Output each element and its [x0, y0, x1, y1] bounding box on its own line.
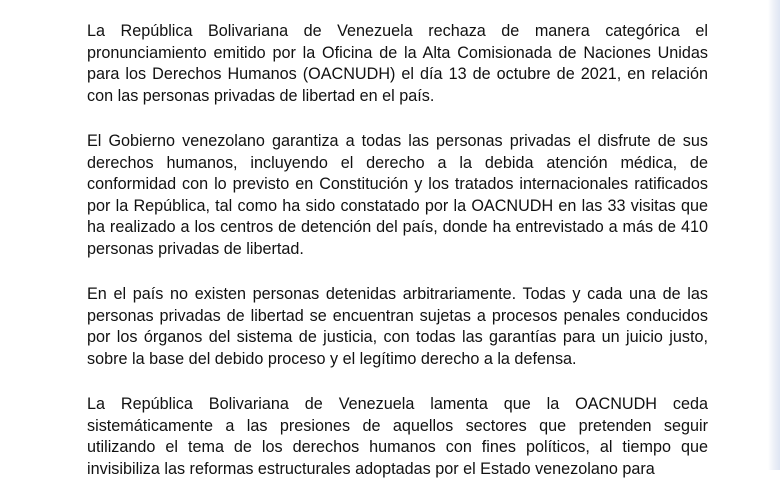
- paragraph-3: En el país no existen personas detenidas arbitrariamente. Todas y cada una de las personas privadas de libertad se encuentran sujetas a procesos penales conducidos por los órganos del sistema de justicia, con todas las garantías para un juicio justo, sobre la base del debido proceso y el legítimo derecho a la defensa.: [87, 285, 708, 368]
- page-edge-shadow: [768, 0, 780, 470]
- paragraph-1: La República Bolivariana de Venezuela rechaza de manera categórica el pronunciamiento emitido por la Oficina de la Alta Comisionada de Naciones Unidas para los Derechos Humanos (OACNUDH) el día 13 de octubre de 2021, en relación con las personas privadas de libertad en el país.: [87, 22, 708, 105]
- paragraph-4: La República Bolivariana de Venezuela lamenta que la OACNUDH ceda sistemáticamente a las presiones de aquellos sectores que pretenden seguir utilizando el tema de los derechos humanos con fines políticos, al tiempo que invisibiliza las reformas estructurales adoptadas por el Estado venezolano para: [87, 395, 708, 478]
- statement-body: [87, 21, 708, 504]
- paragraph-2: El Gobierno venezolano garantiza a todas las personas privadas el disfrute de sus derechos humanos, incluyendo el derecho a la debida atención médica, de conformidad con lo previsto en Constitución y los tratados internacionales ratificados por la República, tal como ha sido constatado por la OACNUDH en las 33 visitas que ha realizado a los centros de detención del país, donde ha entrevistado a más de 410 personas privadas de libertad.: [87, 132, 708, 258]
